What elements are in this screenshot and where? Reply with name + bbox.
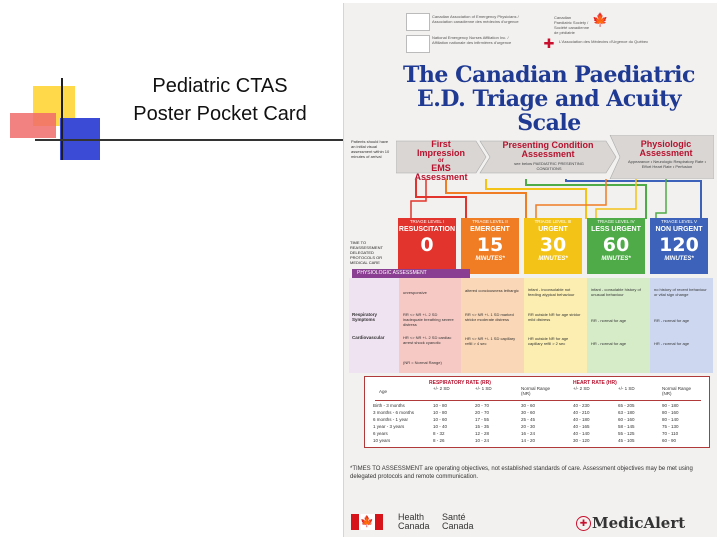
row-2-rrnr: 25 - 45 — [521, 417, 536, 422]
arrow-1-line1: First — [431, 139, 451, 149]
amuq-logo-text: L'Association des Médecins d'Urgence du Québec — [559, 39, 649, 44]
medicalert-logo: MedicAlert — [592, 514, 686, 532]
level-2-unit: MINUTES* — [475, 256, 505, 262]
level-5-head: TRIAGE LEVEL V — [660, 219, 698, 224]
row-4-hr2: 40 - 140 — [573, 431, 590, 436]
row-1-rr2: 10 - 80 — [433, 410, 448, 415]
arrow-2-line1: Presenting Condition — [502, 140, 594, 150]
row-1-hr2: 40 - 210 — [573, 410, 590, 415]
col-rr-2sd: +/- 2 SD — [433, 386, 450, 391]
col-hr-1sd: +/- 1 SD — [618, 386, 635, 391]
row-5-hrnr: 60 - 90 — [662, 438, 677, 443]
slide-title-line2: Poster Pocket Card — [133, 103, 307, 125]
arrow-3-line2: Assessment — [639, 148, 693, 158]
arrow-2-line2: Assessment — [521, 149, 575, 159]
sponsor-logos — [404, 11, 704, 55]
triage-level-4 — [587, 218, 645, 274]
row-2-hr1: 60 - 160 — [618, 417, 635, 422]
cardiovascular-label: Cardiovascular — [352, 335, 385, 340]
poster-title-line1: The Canadian Paediatric — [403, 62, 695, 88]
row-1-age: 3 months - 6 months — [373, 410, 415, 415]
slide-title-line1: Pediatric CTAS — [152, 75, 288, 97]
poster-title — [384, 63, 714, 135]
row-3-rr1: 15 - 35 — [475, 424, 490, 429]
row-1-hrnr: 80 - 160 — [662, 410, 679, 415]
level-2-minutes: 15 — [476, 234, 504, 256]
row-5-age: 10 years — [373, 438, 391, 443]
row-4-rrnr: 16 - 24 — [521, 431, 536, 436]
col-hr-2sd: +/- 2 SD — [573, 386, 590, 391]
nena-logo-text: National Emergency Nurses Affiliation Inc. / Affiliation nationale des infirmières d'urgence — [432, 35, 512, 45]
decorative-red-bar — [10, 113, 56, 138]
health-canada-en — [398, 513, 430, 531]
cell-r0-l5: no history of recent behaviour or vital sign change — [654, 287, 707, 297]
cell-r0-l4: infant - consolable history of unusual behaviour — [591, 287, 641, 297]
row-3-hr1: 58 - 145 — [618, 424, 635, 429]
row-5-rrnr: 14 - 20 — [521, 438, 536, 443]
row-0-hr1: 65 - 205 — [618, 403, 635, 408]
row-4-rr1: 12 - 28 — [475, 431, 490, 436]
arrow-1-line4: EMS — [431, 163, 451, 173]
health-canada-en-line1: Health — [398, 512, 425, 522]
poster-footer — [344, 505, 717, 537]
level-1-minutes: 0 — [420, 234, 434, 256]
cell-r0-l2: altered conciousness lethargic — [465, 288, 519, 293]
row-0-rr1: 20 - 70 — [475, 403, 490, 408]
row-4-age: 6 years — [373, 431, 388, 436]
level-5-minutes: 120 — [659, 234, 699, 256]
row-3-hrnr: 75 - 130 — [662, 424, 679, 429]
cell-r2-l3: HR outside NR for age capillary refill > 2 sec — [528, 336, 569, 346]
cell-r0-l3: infant - inconsolable not feeding atypical behaviour — [528, 287, 575, 297]
cell-r2-l4: HR - normal for age — [591, 341, 627, 346]
level-5-unit: MINUTES* — [664, 256, 694, 262]
arrow-3-line1: Physiologic — [640, 139, 692, 149]
row-1-rr1: 20 - 70 — [475, 410, 490, 415]
amuq-cross-icon: ✚ — [543, 36, 555, 51]
col-hr-nr: Normal Range (NR) — [662, 386, 692, 396]
nena-logo — [406, 35, 430, 53]
row-0-rrnr: 30 - 60 — [521, 403, 536, 408]
assessment-arrows — [396, 135, 714, 182]
presenting-condition-arrow — [492, 141, 604, 159]
row-5-rr1: 10 - 24 — [475, 438, 490, 443]
vital-signs-table — [364, 376, 710, 448]
level-4-name: LESS URGENT — [591, 226, 641, 233]
arrow-1-line3: or — [438, 158, 444, 164]
row-3-rr2: 10 - 40 — [433, 424, 448, 429]
row-0-rr2: 10 - 80 — [433, 403, 448, 408]
row-2-hr2: 40 - 180 — [573, 417, 590, 422]
table-header-divider — [375, 400, 701, 401]
row-5-rr2: 8 - 26 — [433, 438, 445, 443]
cell-r2-l1: HR <> NR +/- 2 SD cardiac arrest shock cyanotic — [403, 335, 452, 345]
col-age: Age — [379, 389, 388, 394]
presenting-condition-sub: see below PAEDIATRIC PRESENTING CONDITIONS — [514, 161, 584, 171]
slide-title — [104, 72, 336, 128]
cell-r1-l1: RR <> NR +/- 2 SD inadequate breathing severe distress — [403, 312, 454, 327]
row-4-rr2: 8 - 32 — [433, 431, 445, 436]
normal-range-note: (NR = Normal Range) — [403, 360, 442, 365]
row-3-hr2: 40 - 165 — [573, 424, 590, 429]
visual-assessment-note: Patients should have an initial visual assessment within 10 minutes of arrival — [351, 139, 390, 159]
decorative-vertical-line — [61, 78, 63, 160]
row-2-rr1: 17 - 55 — [475, 417, 490, 422]
cell-r2-l5: HR - normal for age — [654, 341, 690, 346]
cps-logo-text: Canadian Paediatric Society / Société canadienne de pédiatrie — [554, 15, 590, 35]
row-2-age: 6 months - 1 year — [373, 417, 409, 422]
cell-r0-l1: unresponsive — [403, 290, 427, 295]
col-rr-nr: Normal Range (NR) — [521, 386, 551, 396]
row-4-hr1: 55 - 125 — [618, 431, 635, 436]
level-4-minutes: 60 — [602, 234, 630, 256]
title-underline — [35, 139, 345, 141]
cell-r1-l2: RR <> NR +/- 1 SD marked stridor moderate distress — [465, 312, 514, 322]
row-3-age: 1 year - 3 years — [373, 424, 405, 429]
level-3-head: TRIAGE LEVEL III — [534, 219, 572, 224]
health-canada-en-line2: Canada — [398, 521, 430, 531]
row-5-hr1: 45 - 105 — [618, 438, 635, 443]
cell-r1-l3: RR outside NR for age stridor mild distress — [528, 312, 581, 322]
triage-level-3 — [524, 218, 582, 274]
arrow-1-line5: Assessment — [414, 172, 468, 182]
level-connector-lines — [406, 179, 706, 221]
physiologic-assessment-header: PHYSIOLOGIC ASSESSMENT — [352, 269, 470, 278]
row-1-rrnr: 30 - 60 — [521, 410, 536, 415]
level-3-minutes: 30 — [539, 234, 567, 256]
cell-r1-l5: RR - normal for age — [654, 318, 690, 323]
health-canada-fr — [442, 513, 474, 531]
canada-flag-icon: 🍁 — [351, 514, 383, 530]
row-5-hr2: 30 - 120 — [573, 438, 590, 443]
health-canada-fr-line1: Santé — [442, 512, 466, 522]
level-1-name: RESUSCITATION — [398, 226, 456, 233]
triage-level-2 — [461, 218, 519, 274]
triage-level-1 — [398, 218, 456, 274]
respiratory-label: Respiratory Symptoms — [352, 312, 378, 322]
triage-level-5 — [650, 218, 708, 274]
poster-title-line2: E.D. Triage and Acuity Scale — [416, 86, 682, 136]
rr-header: RESPIRATORY RATE (RR) — [429, 380, 491, 386]
caep-logo-text: Canadian Association of Emergency Physicians / Association canadienne des médecins d'urgence — [432, 14, 519, 24]
health-canada-fr-line2: Canada — [442, 521, 474, 531]
row-label-column — [349, 278, 399, 373]
row-2-hrnr: 80 - 140 — [662, 417, 679, 422]
row-0-age: Birth - 3 months — [373, 403, 405, 408]
row-0-hrnr: 90 - 180 — [662, 403, 679, 408]
level-2-name: EMERGENT — [470, 226, 510, 233]
level-5-name: NON URGENT — [655, 226, 703, 233]
hr-header: HEART RATE (HR) — [573, 380, 617, 386]
row-0-hr2: 40 - 230 — [573, 403, 590, 408]
times-footnote: *TIMES TO ASSESSMENT are operating objectives, not established standards of care. Assessment objectives may be met using delegated protocols and remote communication. — [350, 466, 693, 480]
row-3-rrnr: 20 - 30 — [521, 424, 536, 429]
caep-logo — [406, 13, 430, 31]
level-2-head: TRIAGE LEVEL II — [472, 219, 508, 224]
medicalert-icon: ✚ — [576, 516, 591, 531]
row-4-hrnr: 70 - 110 — [662, 431, 679, 436]
level-4-head: TRIAGE LEVEL IV — [597, 219, 635, 224]
arrow-1-line2: Impression — [416, 148, 465, 158]
cell-r2-l2: HR <> NR +/- 1 SD capillary refill > 4 sec — [465, 336, 516, 346]
row-2-rr2: 10 - 60 — [433, 417, 448, 422]
level-3-unit: MINUTES* — [538, 256, 568, 262]
col-rr-1sd: +/- 1 SD — [475, 386, 492, 391]
first-impression-arrow — [406, 140, 476, 182]
physiologic-sub: Appearance • Neurologic Respiratory Rate • Effort Heart Rate • Perfusion — [628, 159, 706, 169]
cell-r1-l4: RR - normal for age — [591, 318, 627, 323]
level-3-name: URGENT — [538, 226, 568, 233]
cps-maple-leaf-icon: 🍁 — [592, 12, 609, 27]
row-1-hr1: 63 - 180 — [618, 410, 635, 415]
level-1-head: TRIAGE LEVEL I — [409, 219, 445, 224]
time-to-reassessment-note: TIME TO REASSESSMENT DELEGATED PROTOCOLS OR MEDICAL CARE — [350, 240, 383, 265]
physiologic-assessment-grid — [349, 278, 713, 373]
level-4-unit: MINUTES* — [601, 256, 631, 262]
ctas-poster — [343, 3, 717, 537]
physiologic-arrow — [622, 140, 710, 158]
